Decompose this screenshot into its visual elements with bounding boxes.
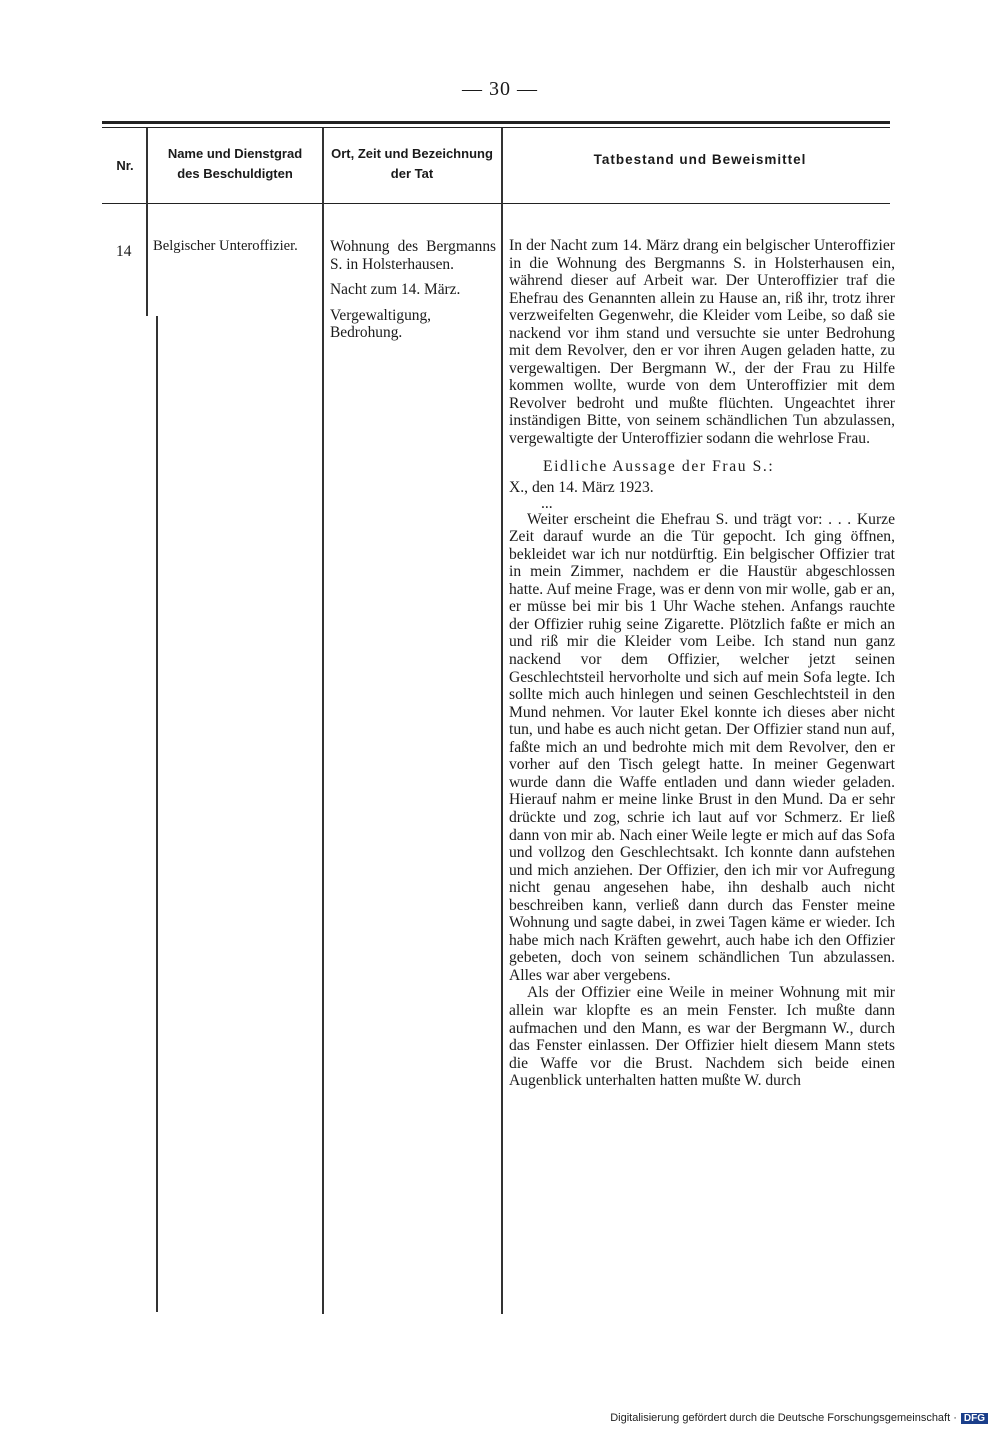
statement-paragraph-2: Als der Offizier eine Weile in meiner Wohnung mit mir allein war klopfte es an mein Fenster. Ich mußte dann aufmachen und den Mann, es war der Bergmann W., durch das Fenster einlassen. Der Offizier hielt diesem Mann stets die Waffe vor die Brust. Nachdem sich beide einen Augenblick unterhalten hatten mußte W. durch	[509, 984, 895, 1090]
column-divider-nr-lower	[156, 316, 158, 1312]
facts-summary: In der Nacht zum 14. März drang ein belgischer Unteroffizier in die Wohnung des Bergmanns S. in Holsterhausen ein, während dieser auf Arbeit war. Der Unteroffizier traf die Ehefrau des Genannten allein zu Hause an, riß ihr, trotz ihrer verzweifelten Gegenwehr, die Kleider vom Leibe, so daß sie nackend vor ihm stand und versuchte sie unter Bedrohung mit dem Revolver, den er vor ihren Augen geladen hatte, zu vergewaltigen. Der Bergmann W., der der Frau zu Hilfe kommen wollte, wurde von dem Unteroffizier mit dem Revolver bedroht und mußte flüchten. Ungeachtet ihrer inständigen Bitte, von seinem schändlichen Tun abzulassen, vergewaltigte der Unteroffizier sodann die wehrlose Frau.	[509, 237, 895, 448]
deed-place-time-description	[330, 238, 496, 342]
deed-type: Vergewaltigung, Bedrohung.	[330, 306, 432, 342]
deed-time: Nacht zum 14. März.	[330, 281, 461, 299]
row-number: 14	[116, 243, 132, 260]
header-nr: Nr.	[116, 158, 134, 173]
accused-name: Belgischer Unteroffizier.	[153, 238, 298, 254]
top-rule-thin	[102, 127, 890, 128]
statement-ellipsis: ...	[541, 494, 553, 512]
page-number: — 30 —	[462, 78, 538, 100]
statement-paragraph-1: Weiter erscheint die Ehefrau S. und trägt vor: . . . Kurze Zeit darauf wurde an die Tür gepocht. Ich ging öffnen, bekleidet war ich nur notdürftig. Ein belgischer Offizier trat in mein Zimmer, nachdem er die Haustür abgeschlossen hatte. Auf meine Frage, was er denn von mir wolle, gab er an, er müsse bei mir bis 1 Uhr Wache stehen. Anfangs rauchte der Offizier ruhig seine Zigarette. Plötzlich faßte er mich an und riß mir die Kleider vom Leibe. Ich stand nun ganz nackend vor dem Offizier, welcher jetzt seinen Geschlechtsteil hervorholte und sich auf mein Sofa legte. Ich sollte mich auch hinlegen und seinen Geschlechtsteil in den Mund nehmen. Vor lauter Ekel konnte ich dieses aber nicht tun, und habe es auch nicht getan. Der Offizier stand nun auf, faßte mich an und bedrohte mich mit dem Revolver, den er vorher auf den Tisch gelegt hatte. In meiner Gegenwart wurde dann die Waffe entladen und dann wieder geladen. Hierauf nahm er meine linke Brust in den Mund. Da er sehr drückte und zog, schrie ich laut auf vor Schmerz. Er ließ dann von mir ab. Nach einer Weile legte er mich auf das Sofa und vollzog den Geschlechtsakt. Ich konnte dann aufstehen und mich anziehen. Der Offizier, den ich mir vor Aufregung nicht genau angesehen habe, ihn deshalb auch nicht beschreiben kann, verließ dann durch das Fenster meine Wohnung und sagte dabei, in zwei Tagen käme er wieder. Ich habe mich nach Kräften gewehrt, auch habe ich den Offizier gebeten, doch von seinem schändlichen Tun abzulassen. Alles war aber vergebens.	[509, 510, 895, 984]
column-divider-ort	[501, 128, 503, 1314]
statement-heading: Eidliche Aussage der Frau S.:	[543, 457, 775, 475]
statement-place-date: X., den 14. März 1923.	[509, 479, 654, 497]
header-name: Name und Dienstgrad des Beschuldigten	[167, 146, 303, 181]
header-tat: Tatbestand und Beweismittel	[593, 152, 807, 167]
deed-place: Wohnung des Bergmanns S. in Holsterhausen.	[330, 238, 496, 273]
dfg-logo: DFG	[961, 1413, 988, 1424]
digitization-footer	[610, 1412, 988, 1424]
header-ort: Ort, Zeit und Bezeichnung der Tat	[331, 146, 493, 181]
footer-text: Digitalisierung gefördert durch die Deutsche Forschungsgemeinschaft ·	[610, 1412, 957, 1424]
facts-and-evidence	[509, 237, 895, 1090]
header-bottom-rule	[102, 203, 890, 204]
column-divider-nr	[146, 128, 148, 316]
top-rule	[102, 121, 890, 124]
column-divider-name	[322, 128, 324, 1314]
